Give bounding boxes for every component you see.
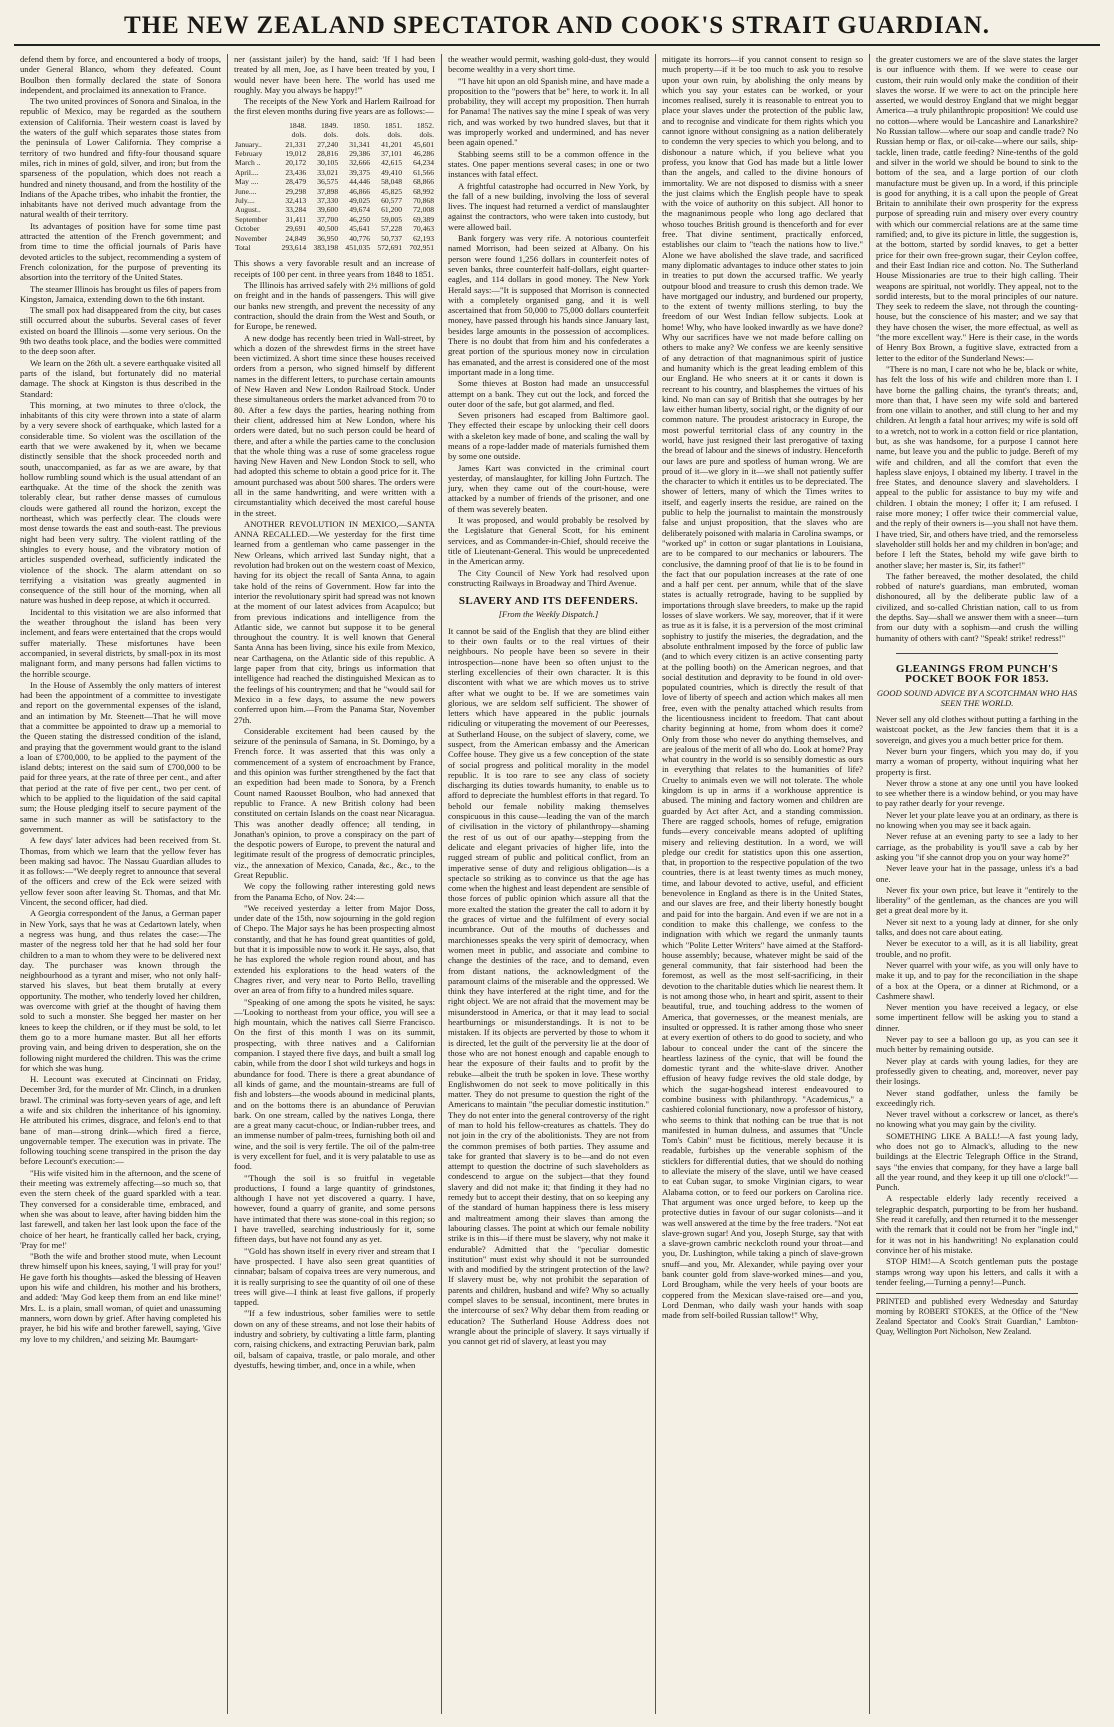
paragraph: "There is no man, I care not who he be, black or white, has felt the loss of his wife and children more than I. I have borne the galling chains, the tyrant's threats; and, more than that, I have seen my wife sold and bartered from one villain to another, and still clung to her and my children. At length a fatal hour arrives; my wife is sold off to a wretch, not to work in a cotton field or rice plantation, but, as she was handsome, for a purpose I cannot here name, but leave you and the public to judge. Bereft of my wife and children, and all the comfort that even the hapless slave enjoys, I obtained my liberty. I travel in the free States, and denounce slavery and slaveholders. I appeal to the public for assistance to buy my wife and children. I obtain the money; I offer it; I am refused. I raise more money; I offer twice their commercial value, and the reply of their owners is—you shall not have them. I have tried, Sir, and others have tried, and the remorseless slaveholder still holds her and my children in bon'age; and before I left the States, behold my wife gave birth to another slave; her master is, Sir, its father!" (876, 363, 1078, 570)
paragraph: We learn on the 26th ult. a severe earthquake visited all parts of the island, but fortunately did no material damage. The shock at Kingston is thus described in the Standard: (20, 357, 221, 399)
table-cell: April.... (235, 167, 259, 177)
masthead: THE NEW ZEALAND SPECTATOR AND COOK'S STRAIT GUARDIAN. (14, 8, 1100, 46)
table-header-row (234, 121, 435, 130)
table-cell: July.... (235, 196, 255, 206)
table-cell: 49,025 (349, 196, 371, 206)
paragraph: We copy the following rather interesting gold news from the Panama Echo, of Nov. 24:— (234, 881, 435, 902)
table-cell: 28,479 (285, 177, 307, 187)
table-cell: 293,614 (281, 243, 307, 253)
paragraph: In the House of Assembly the only matters of interest had been the appointment of a committee to investigate and report on the governmental expenses of the island, and an intimation by Mr. Steenett—That he will move that a committee be appointed to draw up a memorial to the Queen stating the distressed condition of the island, and praying that the government would grant to the island a loan of £700,000, to be applied to the payment of the island debts; interest on the said sum of £700,000 to be paid for three years, at the rate of three per cent., and after that period at the rate of five per cent., two per cent. of which to be applied to the liquidation of the said capital sum; the House pledging itself to secure payment of the same in such manner as will be satisfactory to the government. (20, 679, 221, 834)
table-row (234, 224, 435, 233)
paragraph: ner (assistant jailer) by the hand, said: 'If I had been treated by all men, Joe, as I have been treated by you, I would never have been here. The world has used me roughly. May you always be happy!'" (234, 54, 435, 95)
table-cell: 40,500 (317, 224, 339, 234)
table-cell: 31,411 (285, 214, 307, 224)
paragraph: mitigate its horrors—if you cannot consent to resign so much property—if it be too much to ask you to resolve upon your own ruin, by abolishing the only means by which you say your estates can be worked, or your incomes realised, surely it is reasonable to entreat you to place your slaves under the protection of the public law, and to recognise and vindicate for them rights which you cannot ignore without consigning as a nation deliberately to condemn the very species to which you belong, and to dishonour a nature which, if you believe what you profess, you know that God has made but a little lower than the angels, and called to the divine honours of immortality. We are not disposed to dismiss with a sneer the just claims which the English people have to speak with the voice of authority on this subject. All honor to the magnanimous people who long ago declared that whoso touches British ground is thenceforth and for ever free. That divine sentiment, practically enforced, establishes our claim to "teach the nations how to live." Alone we have abolished the slave trade, and sacrificed many diplomatic advantages to induce other states to join in treaties to put down the accursed traffic. We yearly outpour blood and treasure to crush this demon trade. We have mortgaged our industry, and burdened our property, to the extent of twenty millions sterling, to buy the freedom of our West Indian fellow subjects. Look at home! Why, who have looked inwardly as we have done? Why our sacrifices have we not made before calling on others to make any? We confess we are keenly sensitive of any detraction of that magnanimous spirit of justice and humanity which is the great leading emblem of this our England. He who sneers at it or cants it down is recreant to his country, and blasphemes the virtues of his kind. No man can say of British that she outrages by her law either human liberty, social right, or the dignity of our common nature. The proudest aristocracy in Europe, the most powerful territorial class of any country in the world, have just resigned their last prerogative of taxing the bread of labour and the sinews of industry. Henceforth our laws are pure and spotless of human wrong. We are proud of it—we glory in it—we shall not patiently suffer the character to which it entitles us to be depreciated. The shower of letters, many of which the Times writes to itself, and eagerly inserts the residue, are rained on the public to help the journalist to maintain the monstrously false and unjust proposition, that the slaves who are deliberately poisoned with malaria in Carolina swamps, or "worked up" in cotton or sugar plantations in Louisiana, are to be compared to our mechanics or labourers. The conclusive, the damning proof of that lie is to be found in the fact that our population increases at the rate of one and a half per cent. per annum, while that of the slave states is actually retrograde, having to be supplied by importations through slave breeders, to make up the rapid losses of slave workers. We say, moreover, that if it were as true as it is false, it is a perversion of the most criminal sophistry to justify the miseries, the degradation, and the absolute enthralment imposed by the force of public law (and to which every citizen is an active consenting party at the polling booth) on the American negroes, and that social destitution and depravity to be found in old over-populated countries, which is directly the result of that love of liberty of speech and action which makes all men free, even with the penalty attached which results from the licentiousness incident to freedom. That cant about charity beginning at home, from whom does it come? Only from those who never do anything themselves, and are jealous of the merit of all who do. Look at home? Pray what country in the world is so sensibly domestic as ours in everything that relates to the humanities of life? Cruelty to animals even we will not tolerate. The whole kingdom is up in arms if a workhouse apprentice is abused. The mining and factory women and children are guarded by Act after Act, and a standing commission. There are ragged schools, homes of refuge, emigration funds—every conceivable means adopted of uplifting misery and relieving destitution. In a word, we will pledge our credit for statistics upon this one assertion, that, in proportion to the respective population of the two countries, there is at least twenty times as much money, time, and labour devoted to active, useful, and efficient benevolence in England as there is in the United States, and our slaves are free, and their liberty honestly bought and paid for into the bargain. And even if we are not in a condition to make this challenge, we confess to the indignation with which we regard the unmanly taunts which "Polite Letter Writers" have aimed at the Stafford-house assembly; because, whatever might be said of the general community, that fair sisterhood had been the foremost, as well as the most self-sacrificing, in their devotion to the charitable duties which lie nearest them. It is not among those who, in heart and spirit, assent to their beautiful, true, and touching address to the women of America, that governesses, or the meanest menials, are insulted or oppressed. It is rather among those who sneer at every exertion of others to do good to society, and who labour to conceal under the cant of the sincere the heartless laziness of the cynic, that will be found the domestic tyrant and the white-slave driver. Another effusion of heavy fudge revives the old stale dodge, by which the sugar-hogshead interest endeavoured to combine business with philanthropy. "Academicus," a cashiered colonial functionary, now a professor of history, who seems to think that nothing can be true that is not manifested in human dulness, and assumes that "Uncle Tom's Cabin" must be fictitious, merely because it is readable, furbishes up the venerable sophism of the sticklers for differential duties, that we should do nothing to alleviate the misery of the slave, until we have ceased to eat Cuban sugar, to smoke Virginian cigars, to wear Alabama cotton, or to feed our porkers on Carolina rice. That argument was once urged before, to keep up the protective duties in favour of our sugar colonists—and it was well answered at the time by the free traders. "Not eat slave-grown sugar! And you, Joseph Sturge, say that with a slave-grown cambric neckcloth round your throat—and you, Dr. Lushington, while taking a pinch of slave-grown snuff—and you, Mr. Alexander, while paying over your bank counter gold from slave-worked mines—and you, Lord Brougham, while the very heels of your boots are coppered from the Mexican slave-raised ore—and you, Lord Denman, who daily wash your hands with soap made from self-boiled Russian tallow!" Why, (662, 54, 863, 1321)
table-cell: 45,641 (349, 224, 371, 234)
advice-item: Never stand godfather, unless the family be exceedingly rich. (876, 1087, 1078, 1108)
paragraph: H. Lecount was executed at Cincinnati on Friday, December 3rd, for the murder of Mr. Clinch, in a drunken brawl. The criminal was forty-seven years of age, and left a wife and six children the inheritance of his ignominy. He attributed his crimes, disgrace, and felon's end to that bane of man—strong drink—which fired a fierce, ungovernable temper. The execution was in private. The following touching scene transpired in the prison the day before Lecount's execution:— (20, 1074, 221, 1167)
table-cell: 45,825 (381, 186, 403, 196)
table-cell: 60,577 (381, 196, 403, 206)
advice-item: Never quarrel with your wife, as you will only have to make it up, and to pay for the reconciliation in the shape of a box at the Opera, or a dinner at Richmond, or a Cashmere shawl. (876, 959, 1078, 1001)
advice-item: Never mention you have received a legacy, or else some impertinent fellow will be asking you to stand a dinner. (876, 1002, 1078, 1033)
paragraph: The two united provinces of Sonora and Sinaloa, in the republic of Mexico, may be regarded as the southern extension of California. Their western coast is laved by the waters of the gulf which separates those states from the peninsula of Lower California. They comprise a territory of two hundred and fifty-four thousand square miles, rich in mines of gold, silver, and iron; but from the sparseness of the population, which does not reach a hundred and ninety thousand, and from the hostility of the Indians of the Apache tribes, who inhabit the frontier, the inhabitants have not derived much advantage from the natural wealth of their territory. (20, 96, 221, 220)
advice-item: Never burn your fingers, which you may do, if you marry a woman of property, without inquiring what her property is first. (876, 746, 1078, 777)
table-cell: 39,375 (349, 167, 371, 177)
table-cell: 383,198 (313, 243, 339, 253)
advice-item: Never throw a stone at any one until you have looked to see whether there is a window behind, or you may have to pay rather dearly for your revenge. (876, 777, 1078, 809)
table-row (234, 158, 435, 167)
table-cell: 46,250 (349, 214, 371, 224)
paragraph: Seven prisoners had escaped from Baltimore gaol. They effected their escape by unlocking their cell doors with a skeleton key made of bone, and scaling the wall by means of a rope-ladder made of materials furnished them by some one outside. (448, 410, 649, 462)
column-2 (228, 54, 442, 1714)
gleanings-heading: GLEANINGS FROM PUNCH'S POCKET BOOK FOR 1853. (895, 662, 1059, 686)
railroad-receipts-table (234, 121, 435, 253)
table-cell: October (235, 224, 260, 234)
column-2-body (234, 258, 435, 1370)
advice-item: Never leave your hat in the passage, unless it's a bad one. (876, 863, 1078, 884)
advice-item: Never play at cards with young ladies, for they are professedly given to cheating, and, moreover, never pay their losings. (876, 1055, 1078, 1087)
table-cell: 19,012 (285, 149, 307, 158)
table-cell: 29,298 (285, 186, 307, 196)
table-cell: 33,284 (285, 205, 307, 215)
advice-item: SOMETHING LIKE A BALL!—A fast young lady, who does not go to Almack's, alluding to the new buildings at the Electric Telegraph Office in the Strand, says "the envies that company, for they have a large ball all the year round, and they keep it up till one o'clock!"—Punch. (876, 1130, 1078, 1193)
column-4 (656, 54, 870, 1714)
table-cell: 46,866 (349, 186, 371, 196)
table-cell: dols. (291, 130, 307, 140)
paragraph: A few days' later advices had been received from St. Thomas, from which we learn that the yellow fever has been making sad havoc. The Nassau Guardian alludes to it as follows:—"We deeply regret to announce that several of the officers and crew of the Eck were seized with yellow fever soon after leaving St. Thomas, and that Mr. Vincent, the second officer, had died. (20, 835, 221, 908)
table-cell: 24,849 (285, 233, 307, 243)
table-cell: 37,101 (381, 149, 403, 158)
table-cell: 33,021 (317, 167, 339, 177)
paragraph: defend them by force, and encountered a body of troops, under General Blanco, whom they defeated. Count Boulbon then formally declared the state of Sonora independent, and proclaimed its annexation to France. (20, 54, 221, 95)
table-cell: 1848. (289, 120, 307, 130)
table-cell: 59,005 (381, 214, 403, 224)
paragraph: "'Gold has shown itself in every river and stream that I have prospected. I have also seen great quantities of cinnabar; balsam of copaiva trees are very numerous, and it is really surprising to see the quantity of oil one of these trees will give—I think at least five gallons, if properly tapped. (234, 1245, 435, 1308)
paragraph: Its advantages of position have for some time past attracted the attention of the French government; and from time to time the official journals of Paris have devoted articles to the subject, recommending a system of French colonization, for the purpose of preventing its absortion into the territory of the United States. (20, 220, 221, 283)
table-cell: 32,413 (285, 196, 307, 206)
table-row (234, 215, 435, 224)
imprint: PRINTED and published every Wednesday and Saturday morning by ROBERT STOKES, at the Office of the "New Zealand Spectator and Cook's Strait Guardian," Lambton-Quay, Wellington Port Nicholson, New Zealand. (876, 1293, 1078, 1337)
table-cell: dols. (419, 130, 434, 140)
table-cell: 41,201 (381, 139, 403, 149)
paragraph: This shows a very favorable result and an increase of receipts of 100 per cent. in three years from 1848 to 1851. (234, 258, 435, 279)
slavery-article (448, 626, 649, 1347)
paragraph: The Illinois has arrived safely with 2½ millions of gold on freight and in the hands of passengers. This will give our banks new strength, and prevent the necessity of any contraction, should the drain from the West and South, or for Europe, be renewed. (234, 280, 435, 332)
advice-item: Never refuse at an evening party to see a lady to her carriage, as the probability is you'll save a cab by her asking you "if she cannot drop you on your way home?" (876, 831, 1078, 862)
divider (896, 653, 1058, 654)
paragraph: "'I have hit upon an old Spanish mine, and have made a proposition to the "powers that be" here, to work it. In all probability, they will accept my proposition. Then hurrah for Panama! The natives say the mine I speak of was very rich, and was worked by two hundred slaves, but that it was improperly worked and undermined, and has never been again opened." (448, 75, 649, 148)
table-cell: 61,200 (381, 205, 403, 215)
table-cell: January.. (235, 139, 262, 149)
table-cell: 30,105 (317, 158, 339, 168)
table-cell: March .. (235, 158, 261, 168)
paragraph: ANOTHER REVOLUTION IN MEXICO,—SANTA ANNA RECALLED.—We yesterday for the first time learned from a gentleman who came passenger in the New Orleans, which arrived last Sunday night, that a revolution had broken out on the western coast of Mexico, having for its object the recall of Santa Anna, to again take hold of the reins of Government. How far into the interior the revolutionary spirit had spread was not known at the moment of our latest advices from Acapulco; but from previous indications and intelligence from the Atlantic side, we cannot but suppose it to be general throughout the country. It is well known that General Santa Anna has been living, since his exile from Mexico, near Carthagena, on the Atlantic side of this republic. A large paper from that city, brings us information that intelligence had reached the distinguished Mexican as to the feelings of his countrymen; and that he "would sail for Mexico in a few days, to assume the new powers conferred upon him.—From the Panama Star, November 27th. (234, 518, 435, 725)
paragraph: "'If a few industrious, sober families were to settle down on any of these streams, and not lose their habits of industry and sobriety, by cultivating a little farm, planting corn, raising chickens, and extracting Peruvian bark, palm oil, balsam of capaiva, trastle, or palo morale, and other dyestuffs, hewing timber, and, once in a while, when (234, 1308, 435, 1370)
paragraph: "His wife visited him in the afternoon, and the scene of their meeting was extremely affecting—so much so, that even the stern cheek of the guard sparkled with a tear. They conversed for a considerable time, embraced, and when she was about to leave, after having bidden him the last farewell, and taken her last look upon the face of the choice of her heart, he frantically called her back, crying, 'Pray for me!' (20, 1167, 221, 1250)
gleanings-subheading: GOOD SOUND ADVICE BY A SCOTCHMAN WHO HAS SEEN THE WORLD. (876, 687, 1078, 708)
table-cell: 36,575 (317, 177, 339, 187)
table-cell: 23,436 (285, 167, 307, 177)
paragraph: James Kart was convicted in the criminal court yesterday, of manslaughter, for killing John Furtzch. The jury, when they came out of the court-house, were attacked by a number of friends of the prisoner, and one of them was severely beaten. (448, 462, 649, 514)
paragraph: A frightful catastrophe had occurred in New York, by the fall of a new building, involving the loss of several lives. The inquest had returned a verdict of manslaughter against the contractors, who were taken into custody, but were allowed bail. (448, 180, 649, 232)
table-cell: 68,992 (413, 186, 434, 196)
table-cell: 42,615 (381, 158, 403, 168)
paragraph: "Speaking of one among the spots he visited, he says:—'Looking to northeast from your office, you will see a high mountain, which the natives call Sierre Francisco. On the first of this month I was on its summit, prospecting, with three natives and a Californian companion. I stayed there five days, and built a small log cabin, while from the door I shot wild turkeys and hogs in abundance for food. There is there a great abundance of all kinds of game, and the mountain-streams are full of fish and lobsters—the woods abound in medicinal plants, and on the bottoms there is an abundance of Peruvian bark. On one stream, called by the natives Longa, there are a great many cacut-chouc, or Indian-rubber trees, and an immense number of palm-trees, furnishing both oil and wine, and the soil is very fertile. The oil of the palm-tree is very excellent for fuel, and it is very palatable to use as food. (234, 996, 435, 1172)
table-cell: 45,601 (413, 139, 434, 149)
table-cell: 1852. (416, 120, 434, 130)
table-cell: June.... (235, 186, 257, 196)
table-cell: 1849. (321, 120, 339, 130)
paragraph: It cannot be said of the English that they are blind either to their own faults or to the real virtues of their neighbours. No people have been so severe in their introspection—none have been so often unjust to the sterling excellencies of their own character. It is this discontent with what we are which moves us to strive after what we ought to be. If we are sometimes vain glorious, we are seldom self sufficient. The shower of letters which have appeared in the public journals ridiculing or vituperating the movement of our Peeresses, at Sutherland House, on the subject of slavery, come, we suspect, from the American embassy and the American Coffee house. They give us a few conception of the state of social progress and political morality in the model republic. It is too rare to see any class of society discharging its duties towards humanity, to enable us to afford to depreciate the humblest efforts in that regard. To behold our female nobility making themselves conspicuous in this cause—leading the van of the march of civilisation in the victory of philanthropy—shaming the rest of us out of our apathy—stepping from the delicate and elegant privacies of higher life, into the rugged stream of public and political conflict, from an imperative sense of duty and religious obligation—is a spectacle so striking as to convince us that the age has come when the highest and least dependent are sensible of those forces of public opinion which assure all that the more exalted the station the greater the call to adorn it by the graces of virtue and the fulfilment of every social incumbrance. Out of the mouths of duchesses and marchionesses speaks the very spirit of democracy, when women meet in public, and associate and combine to change the destinies of the race, and to demand, even from distant nations, the acknowledgment of the paramount claims of the miserable and the oppressed. We think they have interfered at the right time, and for the right object. We are not afraid that the movement may be misunderstood in America, or that it may lead to social heartburnings or misunderstandings. It is not to be mistaken. If its objects are perverted by those to whom it is directed, let the guilt of the perversity lie at the door of those who are not honest enough and capable enough to hear the exposure of their faults and to profit by the rebuke—albeit the truth be spoken in love. These worthy Englishwomen do not seek to move politically in this matter. They do not presume to question the right of the Americans to maintain "the peculiar domestic institution." They do not enter into the general controversy of the right of man to hold his fellow-creatures as chattels. They do not join in the cry of the abolitionists. They are not from the common premises of both parties. They assume and take for granted that slavery is to be—and do not even attempt to question the doctrine of such slaveholders as condescend to argue on the subject—that they found slavery and did not make it; that finding it they had no remedy but to accept their destiny, that on so keeping any of the standard of human happiness there is less misery and maltreatment among their slaves than among the labouring classes. The point at which our female nobility strike is in this—if there must be slavery, why not make it endurable? Admitted that the "peculiar domestic institution" must exist why should it not be surrounded with and modified by the stringent protection of the law? If slavery must be, why not prohibit the separation of parents and children, husband and wife? Why so actually compel slaves to be sensual, incontinent, mere brutes in the intercourse of sex? Why debar them from reading or education? The Sutherland House Address does not wrangle about the principle of slavery. It says virtually if you cannot get rid of slavery, at least you may (448, 625, 649, 1347)
table-cell: 37,700 (317, 214, 339, 224)
table-row (234, 205, 435, 214)
advice-item: Never be executor to a will, as it is all liability, great trouble, and no profit. (876, 938, 1078, 959)
paragraph: It was proposed, and would probably be resolved by the Legislature that General Scott, for his eminent services, and as Commander-in-Chief, should receive the title of Lieutenant-General. This would be unprecedented in the American army. (448, 515, 649, 567)
advice-item: Never fix your own price, but leave it "entirely to the liberality" of the gentleman, as the chances are you will get a great deal more by it. (876, 884, 1078, 916)
table-cell: dols. (355, 130, 371, 140)
paragraph: "'Though the soil is so fruitful in vegetable productions, I found a large quantity of grindstones, although I have not yet discovered a quarry. I have, however, found a quarry of granite, and some persons have intimated that there was stone-coal in this region; so I have travelled, searching industriously for it, some fifteen days, but have not found any as yet. (234, 1172, 435, 1245)
gleanings-list (876, 714, 1078, 1287)
table-cell: Total (235, 243, 251, 253)
table-cell: 37,898 (317, 186, 339, 196)
table-cell: dols. (323, 130, 339, 140)
table-cell: 29,386 (349, 149, 371, 158)
table-cell: 40,776 (349, 233, 371, 243)
table-total-row (234, 243, 435, 252)
column-3 (442, 54, 656, 1714)
table-cell: September (235, 214, 268, 224)
table-cell (234, 121, 275, 130)
paragraph: Incidental to this visitation we are also informed that the weather throughout the island has been very inclement, and fears were entertained that the crops would suffer materially. These misfortunes have been accompanied, in several districts, by small-pox in its most malignant form, and many persons had fallen victims to the horrible scourge. (20, 606, 221, 679)
column-2-intro (234, 54, 435, 117)
column-5 (870, 54, 1084, 1714)
table-cell: 72,008 (413, 205, 434, 215)
table-cell: November (235, 233, 268, 243)
table-cell: 28,816 (317, 149, 339, 158)
advice-item: Never travel without a corkscrew or lancet, as there's no knowing what you may gain by the civility. (876, 1109, 1078, 1130)
table-cell: 58,048 (381, 177, 403, 187)
table-row (234, 149, 435, 158)
table-cell: 20,172 (285, 158, 307, 168)
paragraph: This morning, at two minutes to three o'clock, the inhabitants of this city were thrown into a state of alarm by a very severe shock of earthquake, which lasted for a considerable time. So violent was the oscillation of the earth that we were awakened by it, when we became distinctly sensible that the shock proceeded north and south, unaccompanied, as far as we are aware, by that hollow rumbling sound which is the usual attendant of an earthquake. At the time of the shock the zenith was tolerably clear, but rather dense masses of cumulous clouds were gathered all round the horizon, except the northeast, which was perfectly clear. The clouds were most dense towards the east and south-east. The previous night had been very sultry. The violent rattling of the shingles to every house, and the vibratory motion of articles suspended overhead, sufficiently indicated the violence of the shock. The alarm attendant on so terrifying a visitation was greatly augmented in consequence of the still hour of the morning, when all nature was hushed in deep repose, at which it occurred. (20, 399, 221, 606)
table-row (234, 177, 435, 186)
table-row (234, 187, 435, 196)
table-cell: 64,234 (413, 158, 434, 168)
paragraph: A Georgia correspondent of the Janus, a German paper in New York, says that he was at Cedartown lately, when a negress was hung, and thus relates the case:—The master of the negress told her that he had sold her four children to a man to whom they were to be delivered next day. The purchaser was known through the neighbourhood as a tyrant and miser, who not only half-starved his slaves, but beat them brutally at every opportunity. The mother, who tenderly loved her children, was overcome with grief at the thought of having them sold to such a monster. She begged her master on her knees to keep the children, or if they must be sold, to let them go to a more humane master. But all her efforts proving vain, and being driven to desperation, she on the following night murdered the children. This was the crime for which she was hung. (20, 908, 221, 1073)
advice-item: STOP HIM!—A Scotch gentleman puts the postage stamps wrong way upon his letters, and calls it with a tender feeling,—Turning a penny!—Punch. (876, 1256, 1078, 1287)
table-cell: 37,330 (317, 196, 339, 206)
table-cell: 32,666 (349, 158, 371, 168)
paragraph: The father bereaved, the mother desolated, the child robbed of nature's guardians, man embruted, woman dishonoured, all by the deliberate public law of a civilized, and so-called Christian nation, call to us from the depths. Say—shall we answer them with a sneer—turn from our duty with a sophism—and crush the willing humanity of others with cant? "Speak! strike! redress!" (876, 570, 1078, 643)
paragraph: The small pox had disappeared from the city, but cases still occurred about the suburbs. Several cases of fever existed on board the Illinois —some very serious. On the 9th two deaths took place, and the bodies were committed to the deep soon after. (20, 305, 221, 357)
advice-item: Never pay to see a balloon go up, as you can see it much better by remaining outside. (876, 1034, 1078, 1055)
table-cell: 50,737 (381, 233, 403, 243)
table-cell: 49,674 (349, 205, 371, 215)
paragraph: The steamer Illinois has brought us files of papers from Kingston, Jamaica, extending down to the 6th instant. (20, 283, 221, 304)
table-cell: 46,286 (413, 149, 434, 158)
paragraph: A new dodge has recently been tried in Wall-street, by which a dozen of the shrewdest firms in the street have been victimized. A short time since these houses received orders from a person, who signed himself by different names in the different letters, to purchase certain amounts of New Haven and New London Railroad Stock. Under these simultaneous orders the market advanced from 70 to 80. After a few days the parties, hearing nothing from their client, addressed him at New London, where his orders were dated, but no such person could be heard of there, and after a while the parties came to the conclusion that the whole thing was a ruse of some graceless rogue having New Haven and New London Stock to sell, who had adopted this scheme to obtain a good price for it. The amount purchased was about 500 shares. The orders were all in the same handwriting, and were written with a circumstantiality which deceived the most careful house in the street. (234, 332, 435, 518)
table-cell: 69,389 (413, 214, 434, 224)
table-cell: 1851. (384, 120, 403, 130)
advice-item: Never sit next to a young lady at dinner, for she only talks, and does not care about eating. (876, 916, 1078, 938)
table-cell: 70,463 (413, 224, 434, 234)
table-cell: 1850. (352, 120, 371, 130)
table-cell: 702,951 (409, 243, 434, 253)
slavery-source: [From the Weekly Dispatch.] (498, 609, 599, 620)
column-3-body (448, 54, 649, 588)
paragraph: Considerable excitement had been caused by the seizure of the peninsula of Samana, in St. Domingo, by a French force. It was asserted that this was only a commencement of a system of encroachment by France, and this opinion was further strengthened by the fact that an expedition had been made to Sonora, by a French Count named Raousset Boulbon, who had annexed that republic to France. A new British colony had been constituted on certain Islands on the coast near Nicaragua. This was another deadly offence; all tending, in Jonathan's opinion, to prove a conspiracy on the part of the despotic powers of Europe, to prevent the natural and legitimate result of the progress of democratic principles, viz., the annexation of Mexico, Canada, &c., &c., to the Great Republic. (234, 725, 435, 880)
paragraph: Some thieves at Boston had made an unsuccessful attempt on a bank. They cut out the lock, and forced the outer door of the safe, but got alarmed, and fled. (448, 378, 649, 409)
table-row (234, 168, 435, 177)
table-cell: 61,566 (413, 167, 434, 177)
advice-item: A respectable elderly lady recently received a telegraphic despatch, purporting to be from her husband. She read it carefully, and then returned it to the messenger with the remark that it could not be from her "ingle ind," for it was not in his handwriting! No explanation could convince her of his mistake. (876, 1193, 1078, 1255)
table-cell: 21,331 (285, 139, 307, 149)
table-cell: 70,868 (413, 196, 434, 206)
paragraph: The City Council of New York had resolved upon constructing Railways in Broadway and Third Avenue. (448, 567, 649, 588)
table-cell: 62,193 (413, 233, 434, 243)
advice-item: Never let your plate leave you at an ordinary, as there is no knowing when you may see it back again. (876, 809, 1078, 831)
table-cell: February (235, 149, 263, 158)
paragraph: the weather would permit, washing gold-dust, they would become wealthy in a very short time. (448, 54, 649, 75)
slavery-heading: SLAVERY AND ITS DEFENDERS. (458, 595, 639, 608)
table-cell: 451,035 (345, 243, 371, 253)
column-1 (14, 54, 228, 1714)
paragraph: Bank forgery was very rife. A notorious counterfeit named Morrison, had been seized at Albany. On his person were found 1,256 dollars in counterfeit notes of seven banks, three counterfeit half-dollars, eight quarter-eagles, and 114 dollars in good money. The New York Herald says:—"It is supposed that Morrison is connected with a completely organised gang, and it is well ascertained that from 50,000 to 75,000 dollars counterfeit money, have passed through his hands since January last, besides large amounts in the possession of accomplices. There is no doubt that from him and his confederates a great portion of the spurious money now in circulation has emanated, and the arrest is considered one of the most important made in a long time. (448, 233, 649, 377)
table-row (234, 234, 435, 243)
paragraph: "Both the wife and brother stood mute, when Lecount threw himself upon his knees, saying, 'I will pray for you!' He gave forth his thoughts—asked the blessing of Heaven upon his wife and children, his mother and his brothers, and added: 'May God keep them from an end like mine!' Mrs. L. is a plain, small woman, of quiet and unassuming manners, worn down by grief. After having completed his prayer, he bid his wife and brother farewell, saying, 'Give my love to my children,' and seizing Mr. Baumgart- (20, 1251, 221, 1344)
table-row (234, 140, 435, 149)
column-5-body (876, 54, 1078, 643)
table-row (234, 196, 435, 205)
table-cell: 44,446 (349, 177, 371, 187)
table-cell: dols. (387, 130, 403, 140)
paragraph: the greater customers we are of the slave states the larger is our influence with them. If we were to cease our custom, their ruin would only make the condition of their slaves the worse. If we were to act on the principle here asserted, we would destroy England that we might beggar America—a truly philanthropic proposition! We could use no cotton—where would be Lancashire and Lanarkshire? No Russian tallow—where our soap and candle trade? No Russian hemp or flax, or oil-cake—where our sails, ship-tackle, linen trade, cattle feeding? Nine-tenths of the gold and silver in the world we should be bound to sink to the bottom of the sea, and a large portion of our cloth manufacture must be given up. In a word, if this principle is good for anything, it is a call upon the people of Great Britain to annihilate their own prosperity for the express purpose of spreading ruin and misery over every country with which our commercial relations are at the same time ramified; and, to give its picture in little, the suggestion is, at the bottom, started by sordid knaves, to get a better price for their own free-grown sugar, their Ceylon coffee, and their East Indian rice and cotton. No. The Sutherland House Missionaries are true to their high calling. Their weapons are spiritual, not worldly. They appeal, not to the sordid interests, but to the moral principles of our nature. They seek to redeem the slave, not through the counting-house, but the conscience of his master; and we say that they have chosen the wiser, the more effectual, as well as "the more excellent way." Here is their case, in the words of Henry Box Brown, a fugitive slave, extracted from a letter to the editor of the Sunderland News:— (876, 54, 1078, 363)
table-cell: 31,341 (349, 139, 371, 149)
table-cell: 39,600 (317, 205, 339, 215)
table-cell: 572,691 (377, 243, 403, 253)
paragraph: "We received yesterday a letter from Major Doss, under date of the 15th, now sojourning in the gold region of Chepo. The Major says he has been prospecting almost constantly, and that he has found great quantities of gold, but that it is impossible now to work it. He says, also, that he has explored the whole region round about, and has extended his explorations to the head waters of the Chagres river, and very near to Porto Bello, travelling over an area of from fifty to a hundred miles square. (234, 902, 435, 996)
table-cell: May .... (235, 177, 259, 187)
table-units-row (234, 130, 435, 139)
paragraph: Stabbing seems still to be a common offence in the states. One paper mentions several cases; in one or two instances with fatal effect. (448, 148, 649, 180)
table-cell (234, 130, 275, 139)
table-cell: 29,691 (285, 224, 307, 234)
table-cell: August.. (235, 205, 261, 215)
table-body (234, 140, 435, 243)
table-cell: 27,240 (317, 139, 339, 149)
advice-item: Never sell any old clothes without putting a farthing in the waistcoat pocket, as the Jew fancies them that it is a sovereign, and gives you a much better price for them. (876, 714, 1078, 745)
paragraph: The receipts of the New York and Harlem Railroad for the first eleven months during five years are as follows:— (234, 96, 435, 117)
table-cell: 36,950 (317, 233, 339, 243)
table-cell: 57,228 (381, 224, 403, 234)
table-cell: 68,866 (413, 177, 434, 187)
columns (14, 54, 1100, 1714)
table-cell: 49,410 (381, 167, 403, 177)
